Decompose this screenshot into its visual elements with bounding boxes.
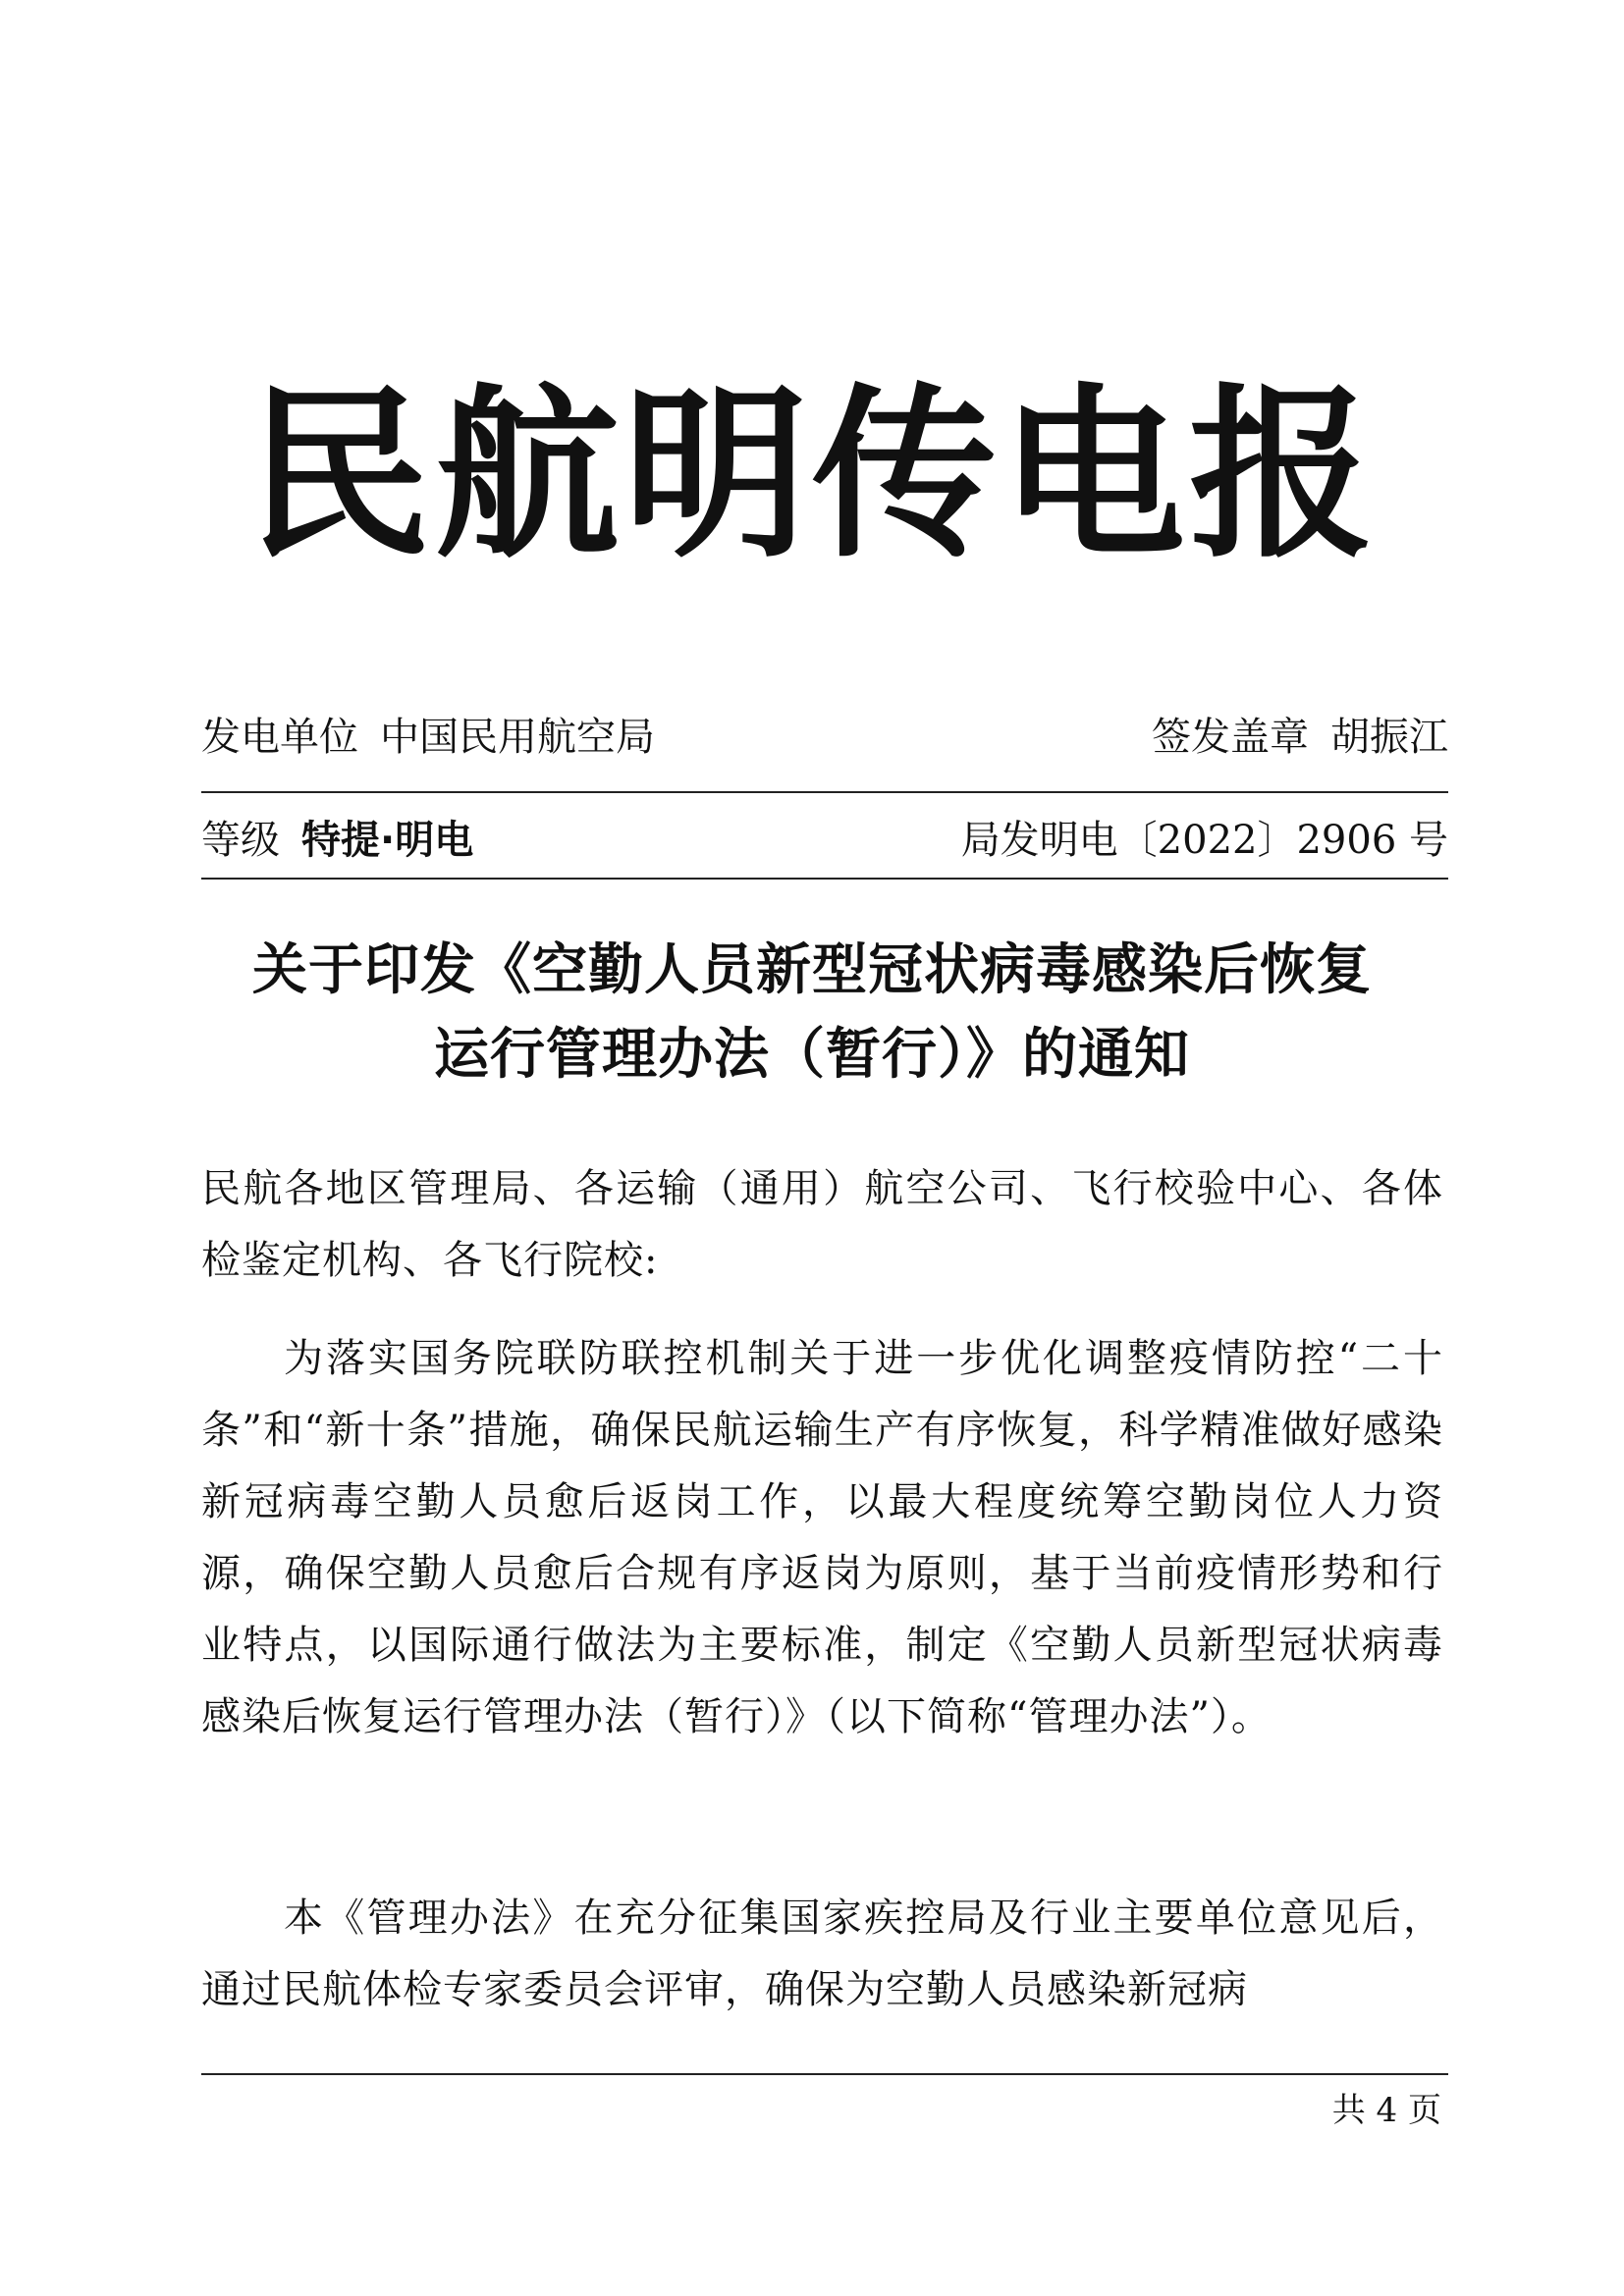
paragraph-2: 本《管理办法》在充分征集国家疾控局及行业主要单位意见后，通过民航体检专家委员会评审，确保为空勤人员感染新冠病 bbox=[201, 1896, 1443, 2012]
recipients: 民航各地区管理局、各运输（通用）航空公司、飞行校验中心、各体检鉴定机构、各飞行院校: bbox=[201, 1166, 1443, 1283]
signer-info bbox=[1152, 706, 1448, 762]
header-divider-bottom bbox=[201, 878, 1448, 880]
signer-value: 胡振江 bbox=[1330, 714, 1448, 760]
sender-value: 中国民用航空局 bbox=[380, 714, 655, 760]
masthead-title: 民航明传电报 bbox=[246, 368, 1378, 583]
level-row bbox=[201, 805, 1448, 868]
notice-title-line-1: 关于印发《空勤人员新型冠状病毒感染后恢复 bbox=[252, 937, 1372, 1002]
sender-row bbox=[201, 702, 1448, 765]
header-divider-top bbox=[201, 791, 1448, 793]
doc-number: 局发明电〔2022〕2906 号 bbox=[960, 817, 1448, 863]
paragraph-1: 为落实国务院联防联控机制关于进一步优化调整疫情防控“二十条”和“新十条”措施，确保民航运输生产有序恢复，科学精准做好感染新冠病毒空勤人员愈后返岗工作，以最大程度统筹空勤岗位人力资源，确保空勤人员愈后合规有序返岗为原则，基于当前疫情形势和行业特点，以国际通行做法为主要标准，制定《空勤人员新型冠状病毒感染后恢复运行管理办法（暂行）》（以下简称“管理办法”）。 bbox=[201, 1336, 1443, 1739]
notice-title bbox=[147, 928, 1477, 1096]
footer-divider bbox=[201, 2073, 1448, 2075]
level-label: 等级 bbox=[201, 817, 280, 863]
doc-number-info bbox=[961, 809, 1448, 865]
signer-label: 签发盖章 bbox=[1152, 714, 1309, 760]
sender-info bbox=[201, 706, 655, 762]
level-value: 特提·明电 bbox=[301, 817, 474, 863]
sender-label: 发电单位 bbox=[201, 714, 358, 760]
notice-title-line-2: 运行管理办法（暂行）》的通知 bbox=[434, 1022, 1190, 1087]
level-info bbox=[201, 809, 473, 865]
page-count: 共 4 页 bbox=[1331, 2091, 1441, 2130]
